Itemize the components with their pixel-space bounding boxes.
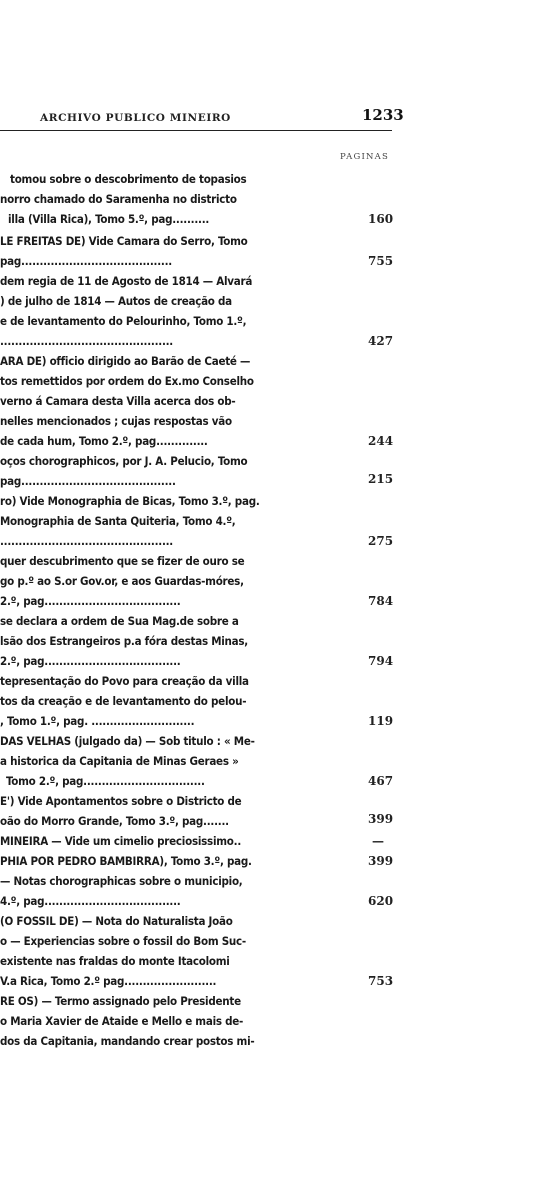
index-line: Monographia de Santa Quiteria, Tomo 4.º, [0, 514, 236, 528]
index-line: existente nas fraldas do monte Itacolomi [0, 954, 230, 968]
page-ref: 399 [368, 854, 394, 868]
index-line: quer descubrimento que se fizer de ouro se [0, 554, 245, 568]
page-ref: 275 [368, 534, 394, 548]
index-line: 2.º, pag..................................... [0, 594, 181, 608]
index-line: o Maria Xavier de Ataide e Mello e mais de- [0, 1014, 244, 1028]
page-ref: 784 [368, 594, 394, 608]
page-ref: 160 [368, 212, 394, 226]
index-line: MINEIRA — Vide um cimelio preciosissimo.. [0, 834, 242, 848]
index-line: tepresentação do Povo para creação da villa [0, 674, 249, 688]
index-line: illa (Villa Rica), Tomo 5.º, pag.......... [8, 212, 210, 226]
index-line: tos remettidos por ordem do Ex.mo Conselho [0, 374, 254, 388]
index-line: ro) Vide Monographia de Bicas, Tomo 3.º, pag. [0, 494, 260, 508]
index-line: go p.º ao S.or Gov.or, e aos Guardas-móres, [0, 574, 244, 588]
page-ref: 119 [368, 714, 394, 728]
index-line: LE FREITAS DE) Vide Camara do Serro, Tomo [0, 234, 248, 248]
index-line: norro chamado do Saramenha no districto [0, 192, 237, 206]
index-line: lsão dos Estrangeiros p.a fóra destas Minas, [0, 634, 248, 648]
index-line: , Tomo 1.º, pag. ............................ [0, 714, 195, 728]
page-number: 1233 [362, 106, 404, 124]
index-line: tomou sobre o descobrimento de topasios [10, 172, 247, 186]
page-ref: 794 [368, 654, 394, 668]
header-rule [0, 130, 392, 131]
index-line: verno á Camara desta Villa acerca dos ob- [0, 394, 236, 408]
paginas-column-label: PAGINAS [340, 152, 390, 162]
index-line: — Notas chorographicas sobre o municipio, [0, 874, 243, 888]
index-line: ............................................... [0, 334, 173, 348]
index-line: e de levantamento do Pelourinho, Tomo 1.º, [0, 314, 247, 328]
index-line: pag.......................................... [0, 474, 176, 488]
index-line: 2.º, pag..................................... [0, 654, 181, 668]
running-header-title: ARCHIVO PUBLICO MINEIRO [40, 112, 231, 124]
index-line: ) de julho de 1814 — Autos de creação da [0, 294, 232, 308]
index-line: Tomo 2.º, pag................................. [6, 774, 205, 788]
page-ref: 755 [368, 254, 394, 268]
index-line: tos da creação e de levantamento do pelou- [0, 694, 247, 708]
index-line: dos da Capitania, mandando crear postos mi- [0, 1034, 255, 1048]
page-ref: 244 [368, 434, 394, 448]
page-ref: 215 [368, 472, 394, 486]
page-ref: 467 [368, 774, 394, 788]
page-ref: 753 [368, 974, 394, 988]
page-ref: 427 [368, 334, 394, 348]
page-ref: — [372, 834, 384, 848]
index-line: PHIA POR PEDRO BAMBIRRA), Tomo 3.º, pag. [0, 854, 252, 868]
page-ref: 399 [368, 812, 394, 826]
index-line: 4.º, pag..................................... [0, 894, 181, 908]
index-line: ARA DE) officio dirigido ao Barão de Caeté — [0, 354, 251, 368]
index-line: pag......................................... [0, 254, 172, 268]
page-ref: 620 [368, 894, 394, 908]
index-line: a historica da Capitania de Minas Geraes » [0, 754, 239, 768]
index-line: ............................................... [0, 534, 173, 548]
index-line: oços chorographicos, por J. A. Pelucio, Tomo [0, 454, 248, 468]
index-line: dem regia de 11 de Agosto de 1814 — Alvará [0, 274, 253, 288]
index-line: DAS VELHAS (julgado da) — Sob titulo : « Me- [0, 734, 255, 748]
index-line: V.a Rica, Tomo 2.º pag......................... [0, 974, 217, 988]
index-line: de cada hum, Tomo 2.º, pag.............. [0, 434, 208, 448]
index-line: se declara a ordem de Sua Mag.de sobre a [0, 614, 239, 628]
index-line: nelles mencionados ; cujas respostas vão [0, 414, 232, 428]
index-line: (O FOSSIL DE) — Nota do Naturalista João [0, 914, 233, 928]
index-line: o — Experiencias sobre o fossil do Bom Suc- [0, 934, 246, 948]
index-line: RE OS) — Termo assignado pelo Presidente [0, 994, 241, 1008]
index-line: E') Vide Apontamentos sobre o Districto de [0, 794, 242, 808]
index-line: oão do Morro Grande, Tomo 3.º, pag....... [0, 814, 229, 828]
